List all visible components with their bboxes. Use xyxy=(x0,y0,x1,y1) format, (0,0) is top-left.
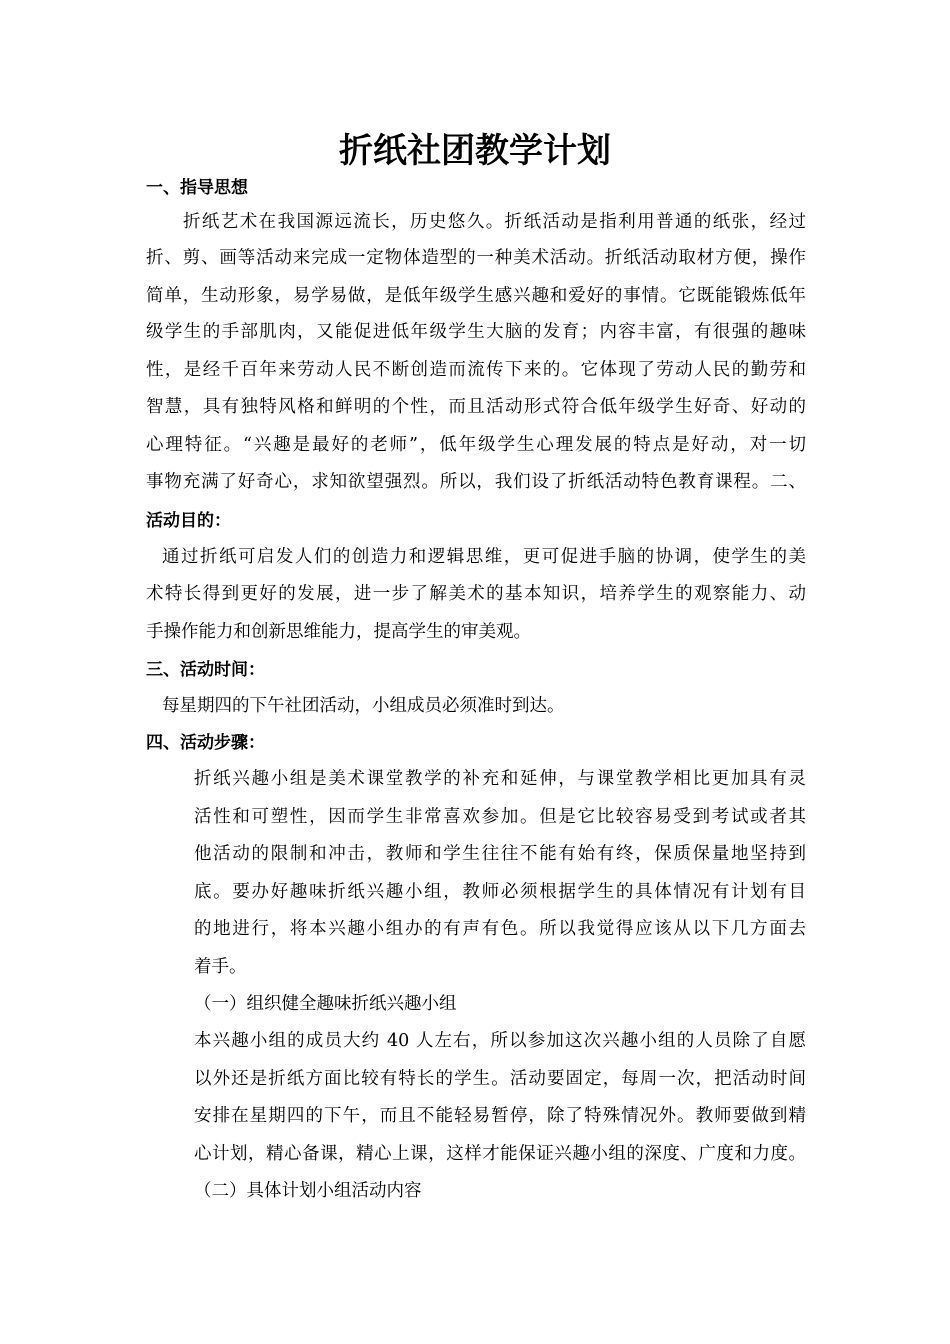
paragraph-line: 智慧，具有独特风格和鲜明的个性，而且活动形式符合低年级学生好奇、好动的 xyxy=(146,397,806,417)
paragraph-line: 以外还是折纸方面比较有特长的学生。活动要固定，每周一次，把活动时间 xyxy=(194,1069,806,1089)
section-heading-activity-goal: 活动目的： xyxy=(146,511,231,531)
document-title: 折纸社团教学计划 xyxy=(339,131,611,171)
paragraph-line: 心计划，精心备课，精心上课，这样才能保证兴趣小组的深度、广度和力度。 xyxy=(194,1144,806,1164)
paragraph-line: 的地进行，将本兴趣小组办的有声有色。所以我觉得应该从以下几方面去 xyxy=(194,919,806,939)
section-heading-activity-time: 三、活动时间： xyxy=(146,660,265,680)
paragraph-line: 性，是经千百年来劳动人民不断创造而流传下来的。它体现了劳动人民的勤劳和 xyxy=(146,360,806,380)
paragraph-line: 折、剪、画等活动来完成一定物体造型的一种美术活动。折纸活动取材方便，操作 xyxy=(146,248,806,268)
paragraph-line: 活性和可塑性，因而学生非常喜欢参加。但是它比较容易受到考试或者其 xyxy=(194,807,806,827)
paragraph-line: 每星期四的下午社团活动，小组成员必须准时到达。 xyxy=(162,696,565,716)
section-heading-guiding-idea: 一、指导思想 xyxy=(146,178,248,198)
paragraph-line: 折纸兴趣小组是美术课堂教学的补充和延伸，与课堂教学相比更加具有灵 xyxy=(194,769,806,789)
paragraph-line: 底。要办好趣味折纸兴趣小组，教师必须根据学生的具体情况有计划有目 xyxy=(194,882,806,902)
paragraph-line: 安排在星期四的下午，而且不能轻易暂停，除了特殊情况外。教师要做到精 xyxy=(194,1106,806,1126)
paragraph-line: 术特长得到更好的发展，进一步了解美术的基本知识，培养学生的观察能力、动 xyxy=(146,584,806,604)
paragraph-line: 简单，生动形象，易学易做，是低年级学生感兴趣和爱好的事情。它既能锻炼低年 xyxy=(146,286,806,306)
section-heading-activity-steps: 四、活动步骤： xyxy=(146,733,265,753)
paragraph-line: 着手。 xyxy=(194,957,247,977)
paragraph-line: 折纸艺术在我国源远流长，历史悠久。折纸活动是指利用普通的纸张，经过 xyxy=(183,212,806,232)
paragraph-line: 通过折纸可启发人们的创造力和逻辑思维，更可促进手脑的协调，使学生的美 xyxy=(162,547,806,567)
subsection-heading-plan-content: （二）具体计划小组活动内容 xyxy=(194,1181,422,1201)
paragraph-line: 级学生的手部肌肉，又能促进低年级学生大脑的发育；内容丰富，有很强的趣味 xyxy=(146,322,806,342)
subsection-heading-organize-group: （一）组织健全趣味折纸兴趣小组 xyxy=(194,994,457,1014)
paragraph-line: 事物充满了好奇心，求知欲望强烈。所以，我们设了折纸活动特色教育课程。二、 xyxy=(146,472,806,492)
paragraph-line: 手操作能力和创新思维能力，提高学生的审美观。 xyxy=(146,622,531,642)
paragraph-line: 心理特征。“兴趣是最好的老师”，低年级学生心理发展的特点是好动，对一切 xyxy=(146,435,806,455)
paragraph-line: 他活动的限制和冲击，教师和学生往往不能有始有终，保质保量地坚持到 xyxy=(194,844,806,864)
paragraph-line: 本兴趣小组的成员大约 40 人左右，所以参加这次兴趣小组的人员除了自愿 xyxy=(194,1031,806,1051)
